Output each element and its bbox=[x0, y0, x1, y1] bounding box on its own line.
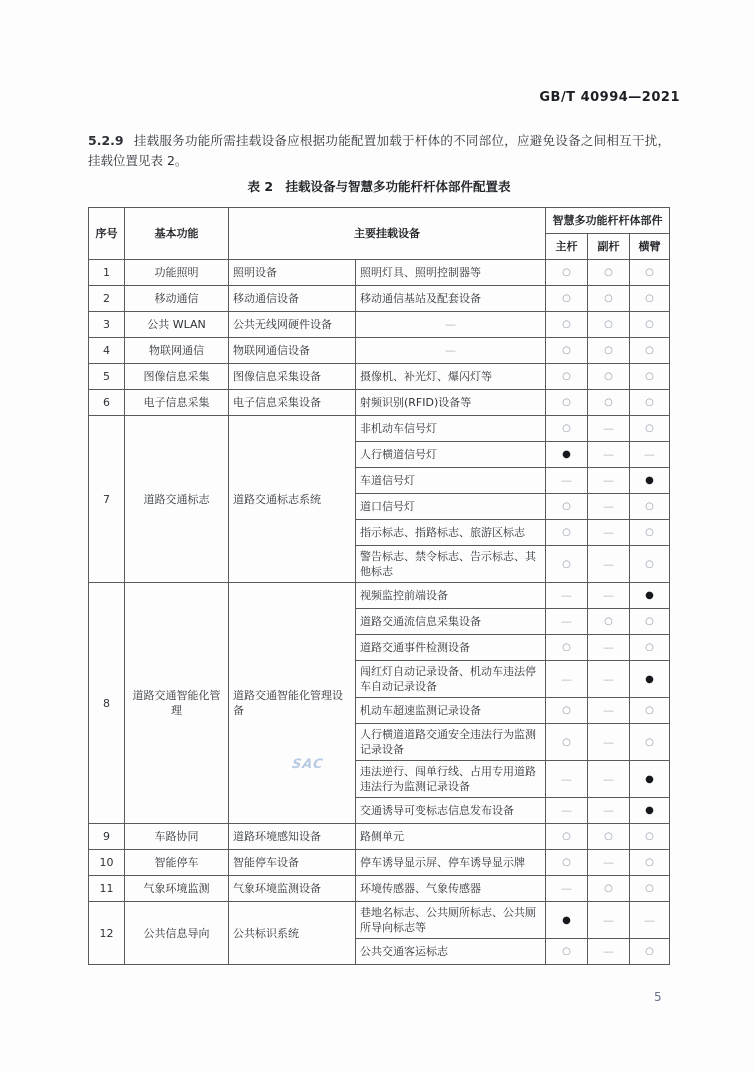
mark-circle: ○ bbox=[588, 364, 630, 390]
cell-device: 路侧单元 bbox=[356, 824, 546, 850]
mark-dot: ● bbox=[630, 661, 670, 698]
cell-category: 气象环境监测设备 bbox=[229, 876, 356, 902]
cell-device: 道口信号灯 bbox=[356, 494, 546, 520]
mark-dash: — bbox=[588, 698, 630, 724]
mark-circle: ○ bbox=[630, 390, 670, 416]
cell-device: 非机动车信号灯 bbox=[356, 416, 546, 442]
header-part-sub: 副杆 bbox=[588, 234, 630, 260]
mark-dash: — bbox=[546, 468, 588, 494]
table-row bbox=[89, 876, 670, 902]
mark-circle: ○ bbox=[588, 824, 630, 850]
mark-circle: ○ bbox=[630, 364, 670, 390]
config-table-body bbox=[89, 260, 670, 965]
table-row bbox=[89, 390, 670, 416]
cell-function: 图像信息采集 bbox=[125, 364, 229, 390]
mark-dash: — bbox=[588, 583, 630, 609]
cell-device: 照明灯具、照明控制器等 bbox=[356, 260, 546, 286]
cell-category: 物联网通信设备 bbox=[229, 338, 356, 364]
mark-dash: — bbox=[588, 724, 630, 761]
cell-seq: 4 bbox=[89, 338, 125, 364]
table-title: 表 2 挂载设备与智慧多功能杆杆体部件配置表 bbox=[247, 179, 511, 194]
mark-circle: ○ bbox=[546, 260, 588, 286]
sac-watermark: SAC bbox=[290, 757, 325, 772]
mark-dot: ● bbox=[546, 442, 588, 468]
cell-category: 图像信息采集设备 bbox=[229, 364, 356, 390]
header-row-1 bbox=[89, 208, 670, 234]
mark-circle: ○ bbox=[546, 520, 588, 546]
mark-circle: ○ bbox=[588, 312, 630, 338]
header-devices: 主要挂载设备 bbox=[229, 208, 546, 260]
mark-circle: ○ bbox=[546, 286, 588, 312]
table-row bbox=[89, 312, 670, 338]
header-parts-group: 智慧多功能杆杆体部件 bbox=[546, 208, 670, 234]
cell-function: 气象环境监测 bbox=[125, 876, 229, 902]
mark-dash: — bbox=[588, 494, 630, 520]
clause-5-2-9 bbox=[88, 131, 670, 172]
doc-number: GB/T 40994—2021 bbox=[539, 90, 680, 105]
cell-function: 智能停车 bbox=[125, 850, 229, 876]
cell-function: 道路交通标志 bbox=[125, 416, 229, 583]
mark-circle: ○ bbox=[546, 698, 588, 724]
cell-seq: 8 bbox=[89, 583, 125, 824]
mark-dash: — bbox=[546, 876, 588, 902]
mark-circle: ○ bbox=[546, 635, 588, 661]
mark-dot: ● bbox=[630, 583, 670, 609]
cell-seq: 11 bbox=[89, 876, 125, 902]
mark-dash: — bbox=[588, 520, 630, 546]
cell-seq: 2 bbox=[89, 286, 125, 312]
cell-category: 公共标识系统 bbox=[229, 902, 356, 965]
mark-circle: ○ bbox=[630, 312, 670, 338]
cell-device: 人行横道道路交通安全违法行为监测记录设备 bbox=[356, 724, 546, 761]
mark-dash: — bbox=[588, 442, 630, 468]
cell-device: 视频监控前端设备 bbox=[356, 583, 546, 609]
cell-category: 电子信息采集设备 bbox=[229, 390, 356, 416]
cell-category: 智能停车设备 bbox=[229, 850, 356, 876]
mark-dash: — bbox=[588, 939, 630, 965]
mark-circle: ○ bbox=[546, 939, 588, 965]
mark-circle: ○ bbox=[630, 698, 670, 724]
cell-device: 停车诱导显示屏、停车诱导显示牌 bbox=[356, 850, 546, 876]
mark-circle: ○ bbox=[630, 520, 670, 546]
cell-function: 移动通信 bbox=[125, 286, 229, 312]
mark-dash: — bbox=[630, 902, 670, 939]
table-row bbox=[89, 583, 670, 609]
mark-dot: ● bbox=[630, 468, 670, 494]
cell-device: 道路交通流信息采集设备 bbox=[356, 609, 546, 635]
header-function: 基本功能 bbox=[125, 208, 229, 260]
header-part-arm: 横臂 bbox=[630, 234, 670, 260]
cell-device: 人行横道信号灯 bbox=[356, 442, 546, 468]
cell-seq: 7 bbox=[89, 416, 125, 583]
mark-circle: ○ bbox=[630, 939, 670, 965]
mark-circle: ○ bbox=[546, 724, 588, 761]
mark-circle: ○ bbox=[588, 286, 630, 312]
table-row bbox=[89, 364, 670, 390]
config-table bbox=[88, 207, 670, 965]
table-row bbox=[89, 850, 670, 876]
mark-dash: — bbox=[588, 416, 630, 442]
cell-device: 机动车超速监测记录设备 bbox=[356, 698, 546, 724]
mark-dash: — bbox=[588, 661, 630, 698]
cell-device: 环境传感器、气象传感器 bbox=[356, 876, 546, 902]
cell-function: 道路交通智能化管理 bbox=[125, 583, 229, 824]
mark-circle: ○ bbox=[630, 850, 670, 876]
cell-seq: 6 bbox=[89, 390, 125, 416]
mark-circle: ○ bbox=[630, 635, 670, 661]
mark-dash: — bbox=[630, 442, 670, 468]
cell-device: 道路交通事件检测设备 bbox=[356, 635, 546, 661]
cell-device: 指示标志、指路标志、旅游区标志 bbox=[356, 520, 546, 546]
mark-dash: — bbox=[546, 798, 588, 824]
mark-circle: ○ bbox=[630, 494, 670, 520]
mark-circle: ○ bbox=[630, 546, 670, 583]
mark-circle: ○ bbox=[546, 312, 588, 338]
mark-circle: ○ bbox=[588, 876, 630, 902]
cell-category: 移动通信设备 bbox=[229, 286, 356, 312]
mark-dash: — bbox=[588, 635, 630, 661]
header-seq: 序号 bbox=[89, 208, 125, 260]
mark-circle: ○ bbox=[630, 724, 670, 761]
cell-device: 巷地名标志、公共厕所标志、公共厕所导向标志等 bbox=[356, 902, 546, 939]
clause-text: 挂载服务功能所需挂载设备应根据功能配置加载于杆体的不同部位，应避免设备之间相互干扰，挂载位置见表 2。 bbox=[88, 132, 670, 169]
cell-device: 移动通信基站及配套设备 bbox=[356, 286, 546, 312]
cell-device: 警告标志、禁令标志、告示标志、其他标志 bbox=[356, 546, 546, 583]
cell-seq: 5 bbox=[89, 364, 125, 390]
cell-device: 闯红灯自动记录设备、机动车违法停车自动记录设备 bbox=[356, 661, 546, 698]
mark-circle: ○ bbox=[588, 609, 630, 635]
table-row bbox=[89, 286, 670, 312]
mark-dot: ● bbox=[546, 902, 588, 939]
cell-function: 车路协同 bbox=[125, 824, 229, 850]
cell-seq: 9 bbox=[89, 824, 125, 850]
mark-dash: — bbox=[546, 583, 588, 609]
table-row bbox=[89, 338, 670, 364]
cell-category: 道路交通标志系统 bbox=[229, 416, 356, 583]
cell-device: — bbox=[356, 312, 546, 338]
cell-function: 功能照明 bbox=[125, 260, 229, 286]
cell-seq: 1 bbox=[89, 260, 125, 286]
mark-circle: ○ bbox=[546, 494, 588, 520]
mark-circle: ○ bbox=[546, 338, 588, 364]
mark-circle: ○ bbox=[546, 390, 588, 416]
mark-circle: ○ bbox=[630, 824, 670, 850]
mark-circle: ○ bbox=[630, 260, 670, 286]
mark-circle: ○ bbox=[588, 390, 630, 416]
mark-circle: ○ bbox=[546, 364, 588, 390]
cell-function: 公共信息导向 bbox=[125, 902, 229, 965]
mark-circle: ○ bbox=[630, 416, 670, 442]
cell-seq: 10 bbox=[89, 850, 125, 876]
mark-circle: ○ bbox=[630, 609, 670, 635]
config-table-head bbox=[89, 208, 670, 260]
page-number: 5 bbox=[654, 990, 662, 1004]
mark-dash: — bbox=[588, 850, 630, 876]
mark-dash: — bbox=[546, 661, 588, 698]
cell-seq: 3 bbox=[89, 312, 125, 338]
cell-seq: 12 bbox=[89, 902, 125, 965]
cell-category: 道路环境感知设备 bbox=[229, 824, 356, 850]
mark-dash: — bbox=[546, 761, 588, 798]
cell-category: 照明设备 bbox=[229, 260, 356, 286]
mark-circle: ○ bbox=[546, 850, 588, 876]
mark-dash: — bbox=[588, 546, 630, 583]
mark-circle: ○ bbox=[630, 338, 670, 364]
cell-function: 物联网通信 bbox=[125, 338, 229, 364]
mark-dash: — bbox=[546, 609, 588, 635]
cell-device: 车道信号灯 bbox=[356, 468, 546, 494]
table-row bbox=[89, 824, 670, 850]
cell-device: 公共交通客运标志 bbox=[356, 939, 546, 965]
table-row bbox=[89, 260, 670, 286]
cell-device: 违法逆行、闯单行线、占用专用道路违法行为监测记录设备 bbox=[356, 761, 546, 798]
mark-circle: ○ bbox=[588, 338, 630, 364]
cell-function: 电子信息采集 bbox=[125, 390, 229, 416]
mark-circle: ○ bbox=[630, 286, 670, 312]
cell-category: 公共无线网硬件设备 bbox=[229, 312, 356, 338]
cell-category: 道路交通智能化管理设备 bbox=[229, 583, 356, 824]
mark-dash: — bbox=[588, 468, 630, 494]
mark-circle: ○ bbox=[546, 416, 588, 442]
mark-dash: — bbox=[588, 902, 630, 939]
table-row bbox=[89, 416, 670, 442]
cell-function: 公共 WLAN bbox=[125, 312, 229, 338]
cell-device: 射频识别(RFID)设备等 bbox=[356, 390, 546, 416]
cell-device: 交通诱导可变标志信息发布设备 bbox=[356, 798, 546, 824]
header-part-main: 主杆 bbox=[546, 234, 588, 260]
mark-circle: ○ bbox=[588, 260, 630, 286]
cell-device: — bbox=[356, 338, 546, 364]
mark-dot: ● bbox=[630, 761, 670, 798]
cell-device: 摄像机、补光灯、爆闪灯等 bbox=[356, 364, 546, 390]
clause-number: 5.2.9 bbox=[88, 132, 124, 148]
mark-circle: ○ bbox=[630, 876, 670, 902]
mark-dash: — bbox=[588, 761, 630, 798]
table-row bbox=[89, 902, 670, 939]
mark-dash: — bbox=[588, 798, 630, 824]
mark-circle: ○ bbox=[546, 824, 588, 850]
mark-circle: ○ bbox=[546, 546, 588, 583]
mark-dot: ● bbox=[630, 798, 670, 824]
